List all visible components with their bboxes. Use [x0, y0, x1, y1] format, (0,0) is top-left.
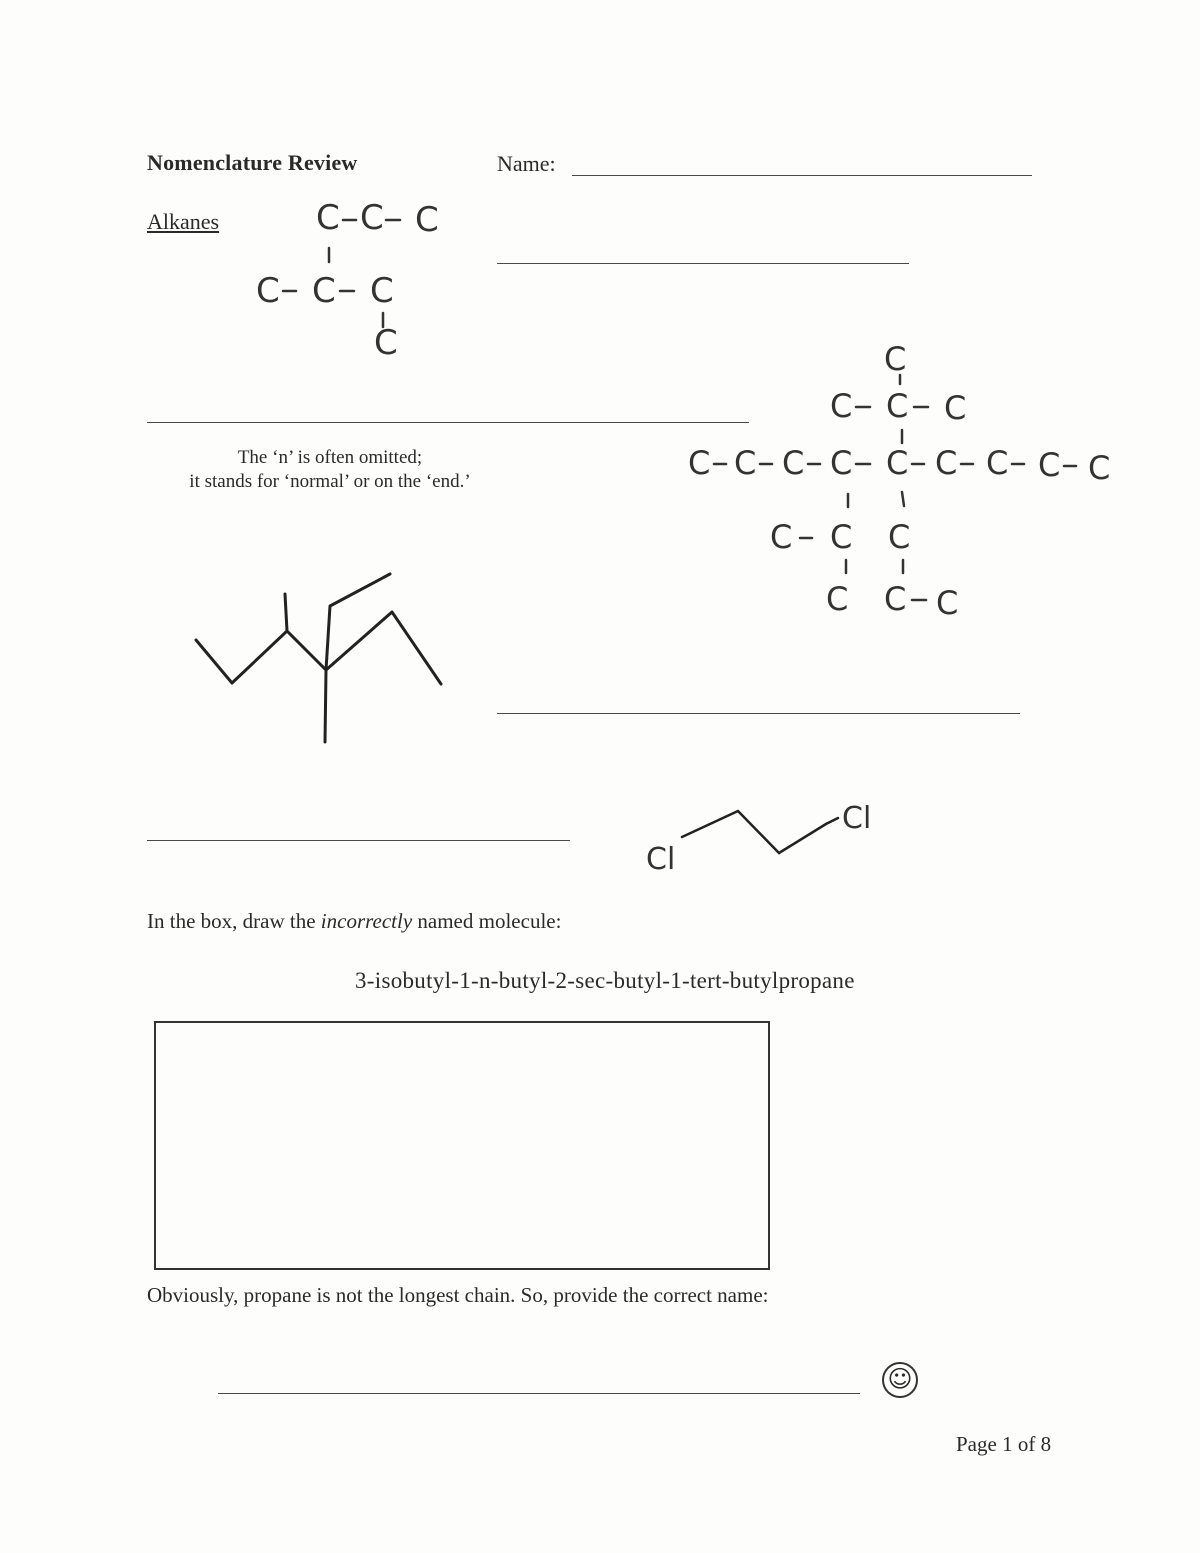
s1-atom: C [415, 200, 439, 240]
s2-atom: C [884, 340, 907, 378]
page-number: Page 1 of 8 [956, 1432, 1052, 1456]
s2-atom: C [986, 444, 1009, 482]
section-heading-alkanes: Alkanes [147, 209, 220, 234]
s1-atom: C [256, 271, 280, 311]
s2-atom: C [886, 387, 909, 425]
s2-atom: C [830, 444, 853, 482]
name-label: Name: [497, 151, 556, 176]
smiley-icon [882, 1362, 918, 1398]
s2-atom: C [830, 518, 853, 556]
s2-atom: C [944, 389, 967, 427]
followup-instruction: Obviously, propane is not the longest chain. So, provide the correct name: [147, 1283, 769, 1307]
s2-atom: C [886, 444, 909, 482]
s2-atom: C [888, 518, 911, 556]
dichloropropane-structure [646, 801, 871, 877]
molecule-name: 3-isobutyl-1-n-butyl-2-sec-butyl-1-tert-butylpropane [355, 968, 855, 993]
condensed-structure-2 [688, 340, 1110, 622]
worksheet-title: Nomenclature Review [147, 150, 358, 175]
drawing-box[interactable] [154, 1021, 770, 1270]
smiley-glyph: ☺ [887, 1365, 913, 1393]
s1-atom: C [312, 271, 336, 311]
instruction-suffix: named molecule: [412, 909, 562, 933]
s2-atom: C [826, 580, 849, 618]
condensed-structure-1 [256, 198, 439, 363]
s2-atom: C [830, 387, 853, 425]
skeletal-structure [196, 574, 441, 742]
instruction-emphasis: incorrectly [320, 909, 413, 933]
instruction-prefix: In the box, draw the [147, 909, 321, 933]
s1-atom: C [374, 323, 398, 363]
s2-atom: C [1038, 446, 1061, 484]
s2-atom: C [770, 518, 793, 556]
s2-atom: C [688, 444, 711, 482]
s1-atom: C [370, 271, 394, 311]
s2-atom: C [1088, 449, 1111, 487]
s1-atom: C [316, 198, 340, 238]
s2-atom: C [935, 444, 958, 482]
s2-atom: C [884, 580, 907, 618]
note-line-1: The ‘n’ is often omitted; [237, 447, 423, 468]
chlorine-label: Cl [842, 801, 872, 836]
s2-atom: C [936, 584, 959, 622]
s2-atom: C [782, 444, 805, 482]
note-line-2: it stands for ‘normal’ or on the ‘end.’ [189, 471, 471, 492]
s1-atom: C [360, 198, 384, 238]
s2-atom: C [734, 444, 757, 482]
draw-instruction [147, 909, 561, 934]
correct-name-answer-line[interactable] [218, 1393, 860, 1394]
chlorine-label: Cl [646, 842, 676, 877]
